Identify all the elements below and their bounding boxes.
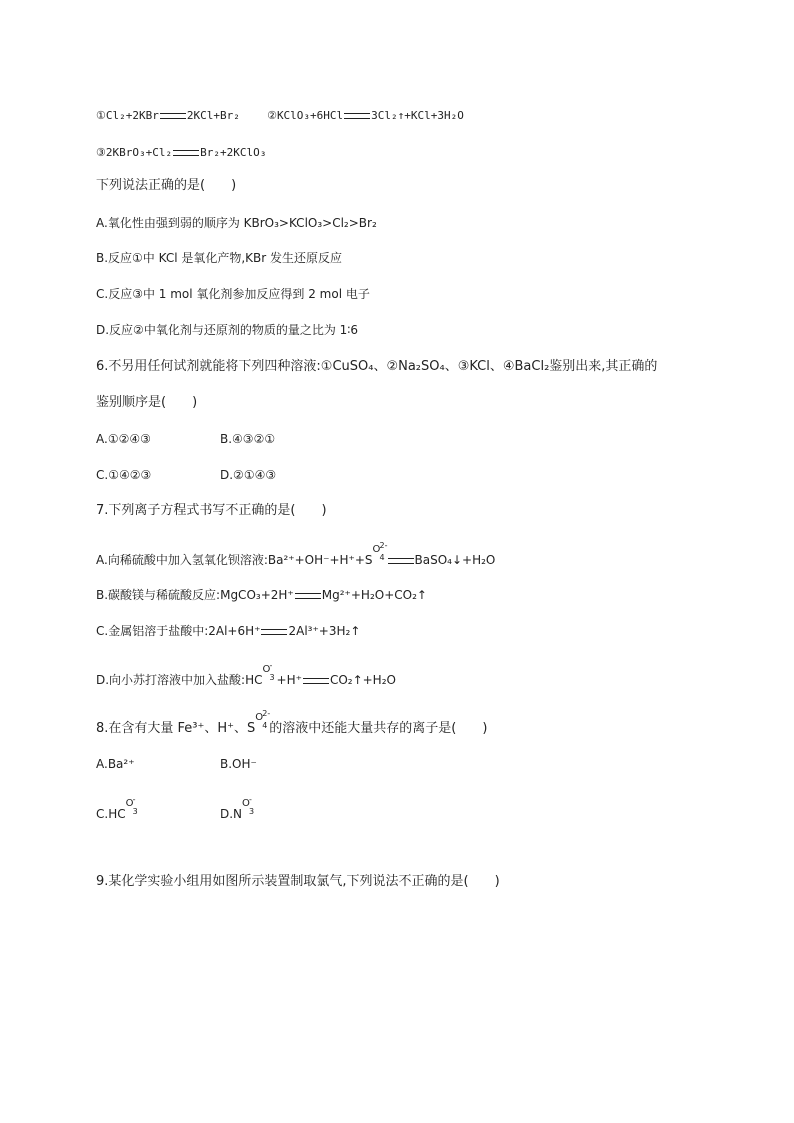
q6-options-row-1 — [96, 431, 276, 447]
q7-b-rhs: Mg²⁺+H₂O+CO₂↑ — [321, 588, 427, 602]
q8-stem-post: 的溶液中还能大量共存的离子是( ) — [269, 721, 488, 736]
q7-option-a — [96, 541, 496, 568]
equals-sign — [344, 113, 370, 119]
q7-d-mid: +H⁺ — [276, 673, 302, 687]
q6-stem-line-1: 6.不另用任何试剂就能将下列四种溶液:①CuSO₄、②Na₂SO₄、③KCl、④BaCl₂鉴别出来,其正确的 — [96, 359, 658, 374]
bicarbonate-formula: O - 3 — [125, 795, 138, 816]
q8-option-a: A.Ba²⁺ — [96, 757, 135, 771]
q7-a-lhs: A.向稀硫酸中加入氢氧化钡溶液:Ba²⁺+OH⁻+H⁺+S — [96, 553, 373, 567]
q7-option-c — [96, 623, 360, 639]
sulfate-formula: O 2- 4 — [372, 541, 388, 562]
q6-option-c: C.①④②③ — [96, 468, 152, 482]
q7-c-rhs: 2Al³⁺+3H₂↑ — [288, 624, 361, 638]
q8-option-b: B.OH⁻ — [220, 757, 257, 771]
q7-d-rhs: CO₂↑+H₂O — [329, 673, 396, 687]
equals-sign — [173, 150, 199, 156]
q7-d-lhs: D.向小苏打溶液中加入盐酸:HC — [96, 673, 263, 687]
q5-option-d: D.反应②中氧化剂与还原剂的物质的量之比为 1∶6 — [96, 323, 359, 337]
q6-option-b: B.④③②① — [220, 432, 276, 446]
q8-stem — [96, 709, 488, 737]
equals-sign — [261, 629, 287, 635]
nitrate-formula: O - 3 — [242, 795, 255, 816]
q8-options-row-1 — [96, 756, 257, 772]
q8-stem-pre: 8.在含有大量 Fe³⁺、H⁺、S — [96, 721, 256, 736]
q7-a-rhs: BaSO₄↓+H₂O — [414, 553, 496, 567]
reaction-3-rhs: Br₂+2KClO₃ — [200, 146, 267, 159]
q6-options-row-2 — [96, 467, 277, 483]
q5-option-b: B.反应①中 KCl 是氧化产物,KBr 发生还原反应 — [96, 251, 343, 265]
q5-option-c: C.反应③中 1 mol 氧化剂参加反应得到 2 mol 电子 — [96, 287, 370, 301]
sulfate-formula: O 2- 4 — [255, 709, 271, 730]
q7-b-lhs: B.碳酸镁与稀硫酸反应:MgCO₃+2H⁺ — [96, 588, 294, 602]
q6-option-a: A.①②④③ — [96, 432, 151, 446]
q8-options-row-2 — [96, 795, 255, 822]
q8-option-d: D.N O - 3 — [220, 795, 255, 821]
q5-stem: 下列说法正确的是( ) — [96, 178, 237, 193]
reaction-line-2 — [96, 145, 266, 161]
bicarbonate-formula: O - 3 — [262, 661, 275, 682]
equals-sign — [388, 558, 414, 564]
q6-stem-line-2: 鉴别顺序是( ) — [96, 395, 198, 410]
reaction-1-rhs: 2KCl+Br₂ — [186, 109, 240, 122]
q7-option-b — [96, 587, 427, 603]
q6-option-d: D.②①④③ — [220, 468, 277, 482]
reaction-2-rhs: 3Cl₂↑+KCl+3H₂O — [371, 109, 464, 122]
q8-option-c: C.HC O - 3 — [96, 795, 138, 821]
equals-sign — [295, 593, 321, 599]
q9-stem: 9.某化学实验小组用如图所示装置制取氯气,下列说法不正确的是( ) — [96, 874, 500, 889]
reaction-1-lhs: ①Cl₂+2KBr — [96, 109, 159, 122]
reaction-3-lhs: ③2KBrO₃+Cl₂ — [96, 146, 173, 159]
q5-option-a: A.氧化性由强到弱的顺序为 KBrO₃>KClO₃>Cl₂>Br₂ — [96, 216, 377, 230]
q7-option-d — [96, 661, 396, 688]
reaction-line-1 — [96, 108, 464, 124]
reaction-2-lhs: ②KClO₃+6HCl — [267, 109, 344, 122]
equals-sign — [160, 113, 186, 119]
equals-sign — [303, 678, 329, 684]
q7-stem: 7.下列离子方程式书写不正确的是( ) — [96, 503, 327, 518]
q7-c-lhs: C.金属铝溶于盐酸中:2Al+6H⁺ — [96, 624, 261, 638]
